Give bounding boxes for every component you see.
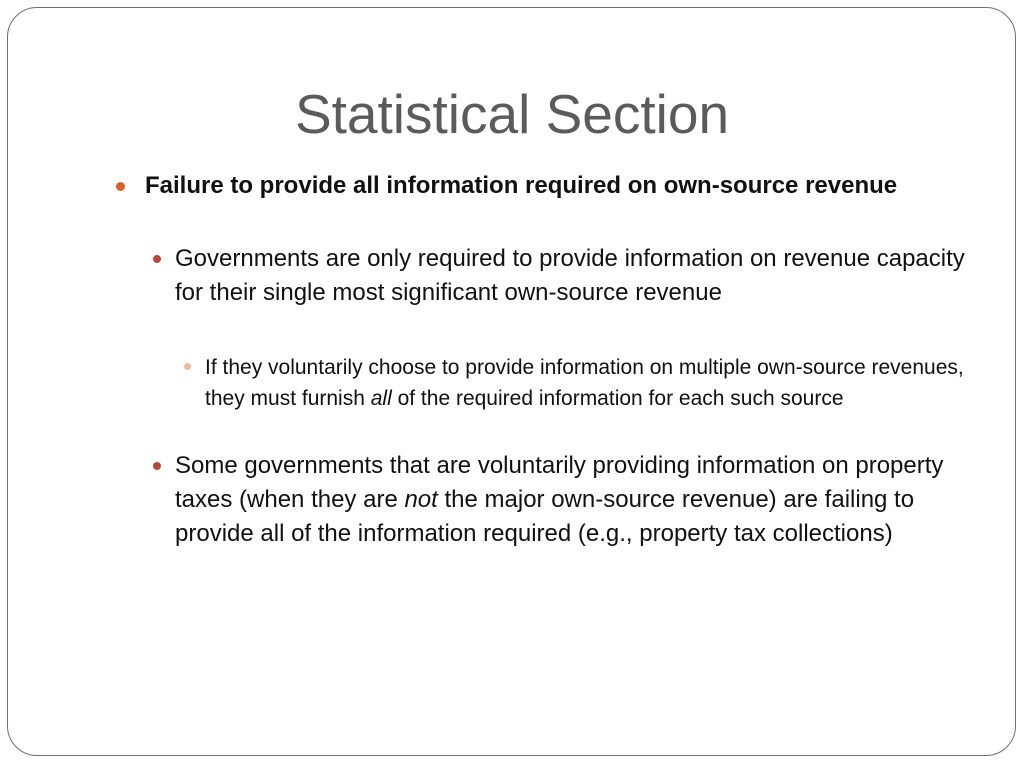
bullet-level1-text: Failure to provide all information required on own-source revenue [145,172,898,199]
bullet-level2-governments-required [175,242,965,310]
bullet-level2-property-taxes [175,449,965,551]
bullet-dot-icon [153,462,161,470]
bullet-level3-emphasis: all [370,387,392,410]
bullet-level2-b-text-after: the major own-source revenue) are failing to provide all of the information required (e.g., property tax collections) [175,486,915,547]
bullet-level2-b-text-before: Some governments that are voluntarily providing information on property taxes (when they are [175,452,944,513]
bullet-level1 [145,170,945,202]
bullet-level3-text-before: If they voluntarily choose to provide information on multiple own-source revenues, they must furnish [205,356,964,410]
bullet-dot-icon [184,363,191,370]
bullet-level3-text-after: of the required information for each such source [391,387,844,410]
bullet-level2-b-emphasis: not [404,486,438,513]
slide-title: Statistical Section [294,83,730,145]
bullet-dot-icon [153,255,161,263]
bullet-level3-voluntary-multiple [205,352,965,414]
bullet-dot-icon [116,182,125,191]
bullet-level2-text: Governments are only required to provide information on revenue capacity for their single most significant own-source revenue [175,245,965,306]
